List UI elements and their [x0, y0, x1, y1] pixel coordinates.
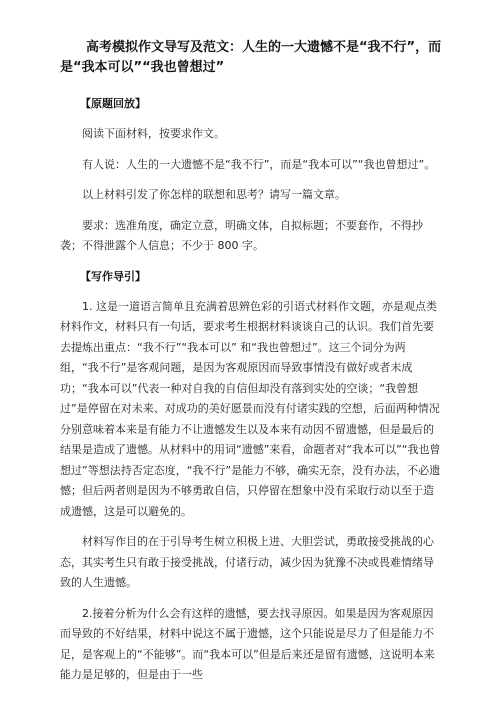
paragraph-guide-purpose: 材料写作目的在于引导考生树立积极上进、大胆尝试，勇敢接受挑战的心态，其实考生只有敢于接受挑战，付诸行动，减少因为犹豫不决或畏难情绪导致的人生遗憾。	[60, 535, 434, 589]
paragraph-quote: 有人说：人生的一大遗憾不是“我不行”，而是“我本可以”“我也曾想过”。	[82, 157, 436, 171]
paragraph-prompt: 以上材料引发了你怎样的联想和思考？请写一篇文章。	[82, 188, 346, 201]
paragraph-guide-2: 2.接着分析为什么会有这样的遗憾，要去找寻原因。如果是因为客观原因而导致的不好结果，材料中说这不属于遗憾，这个只能说是尽力了但是能力不足，是客观上的“不能够”。而“我本可以”但是后来还是留有遗憾，这说明本来能力是足够的，但是由于一些	[60, 606, 435, 681]
document-title: 高考模拟作文导写及范文：人生的一大遗憾不是“我不行”，而是“我本可以”“我也曾想过”	[60, 40, 442, 75]
paragraph-instruction: 阅读下面材料，按要求作文。	[82, 127, 225, 140]
section-heading-original-question: 【原题回放】	[80, 97, 146, 110]
paragraph-requirements: 要求：选准角度，确定立意，明确文体，自拟标题；不要套作，不得抄袭；不得泄露个人信息；不少于 800 字。	[60, 218, 423, 252]
paragraph-guide-1: 1. 这是一道语言简单且充满着思辨色彩的引语式材料作文题，亦是观点类材料作文，材料只有一句话，要求考生根据材料谈谈自己的认识。我们首先要去提炼出重点：“我不行”“我本可以” 和“我也曾想过”。这三个词分为两组，“我不行”是客观问题，是因为客观原因而导致事情没有做好或者未成功；“我本可以”代表一种对自我的自信但却没有落到实处的空谈；“我曾想过”是停留在对未来、对成功的美好愿景而没有付诸实践的空想，后面两种情况分别意味着本来是有能力不让遗憾发生以及本来有动因不留遗憾，但是最后的结果是造成了遗憾。从材料中的用词“遗憾”来看，命题者对“我本可以”“我也曾想过”等想法持否定态度，“我不行”是能力不够，确实无奈，没有办法，不必遗憾；但后两者则是因为不够勇敢自信，只停留在想象中没有采取行动以至于造成遗憾，这是可以避免的。	[60, 299, 441, 518]
section-heading-writing-guide: 【写作导引】	[80, 269, 146, 283]
